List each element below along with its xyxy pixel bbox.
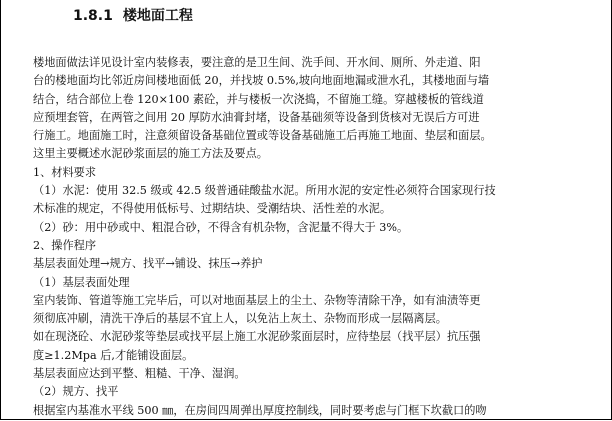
paragraph-line: 这里主要概述水泥砂浆面层的施工方法及要点。 bbox=[33, 147, 268, 161]
subsection-heading: （1）基层表面处理 bbox=[33, 275, 130, 289]
section-heading bbox=[73, 6, 193, 26]
paragraph-line: （2）砂：用中砂或中、粗混合砂，不得含有机杂物，含泥量不得大于 3%。 bbox=[33, 220, 409, 234]
paragraph-line: 如在现浇砼、水泥砂浆等垫层或找平层上施工水泥砂浆面层时，应待垫层（找平层）抗压强 bbox=[33, 330, 481, 344]
paragraph-line: 台的楼地面均比邻近房间楼地面低 20，并找坡 0.5%,坡向地面地漏或泄水孔，其楼地面与墙 bbox=[33, 74, 490, 88]
paragraph-line: 度≥1.2Mpa 后,才能铺设面层。 bbox=[33, 348, 194, 362]
paragraph-line: 楼地面做法详见设计室内装修表，要注意的是卫生间、洗手间、开水间、厕所、外走道、阳 bbox=[33, 56, 481, 69]
paragraph-line: 根据室内基准水平线 500 ㎜，在房间四周弹出厚度控制线，同时要考虑与门框下坎截口的吻 bbox=[33, 403, 487, 417]
paragraph-line: 术标准的规定，不得使用低标号、过期结块、受潮结块、活性差的水泥。 bbox=[33, 202, 392, 216]
paragraph-line: 结合，结合部位上卷 120×100 素砼，并与楼板一次浇捣，不留施工缝。穿越楼板的管线道 bbox=[33, 92, 484, 106]
paragraph-line: （1）水泥：使用 32.5 级或 42.5 级普通硅酸盐水泥。所用水泥的安定性必须符合国家现行技 bbox=[33, 184, 496, 198]
subsection-heading: 2、操作程序 bbox=[33, 238, 97, 252]
subsection-heading: 1、材料要求 bbox=[33, 165, 97, 179]
section-number: 1.8.1 bbox=[73, 8, 113, 24]
subsection-heading: （2）规方、找平 bbox=[33, 385, 119, 399]
paragraph-line: 须彻底冲刷，清洗干净后的基层不宜上人，以免沾上灰土、杂物而形成一层隔离层。 bbox=[33, 312, 447, 326]
paragraph-line: 应预埋套管，在两管之间用 20 厚防水油膏封堵，设备基础须等设备到货核对无误后方可进 bbox=[33, 110, 480, 124]
paragraph-line: 室内装饰、管道等施工完毕后，可以对地面基层上的尘土、杂物等清除干净，如有油渍等更 bbox=[33, 293, 481, 307]
paragraph-line: 基层表面应达到平整、粗糙、干净、湿润。 bbox=[33, 367, 246, 381]
paragraph-line: 基层表面处理→规方、找平→铺设、抹压→养护 bbox=[33, 257, 263, 271]
body-text bbox=[33, 54, 605, 420]
section-title: 楼地面工程 bbox=[122, 8, 193, 24]
paragraph-line: 行施工。地面施工时，注意须留设备基础位置或等设备基础施工后再施工地面、垫层和面层。 bbox=[33, 129, 492, 143]
